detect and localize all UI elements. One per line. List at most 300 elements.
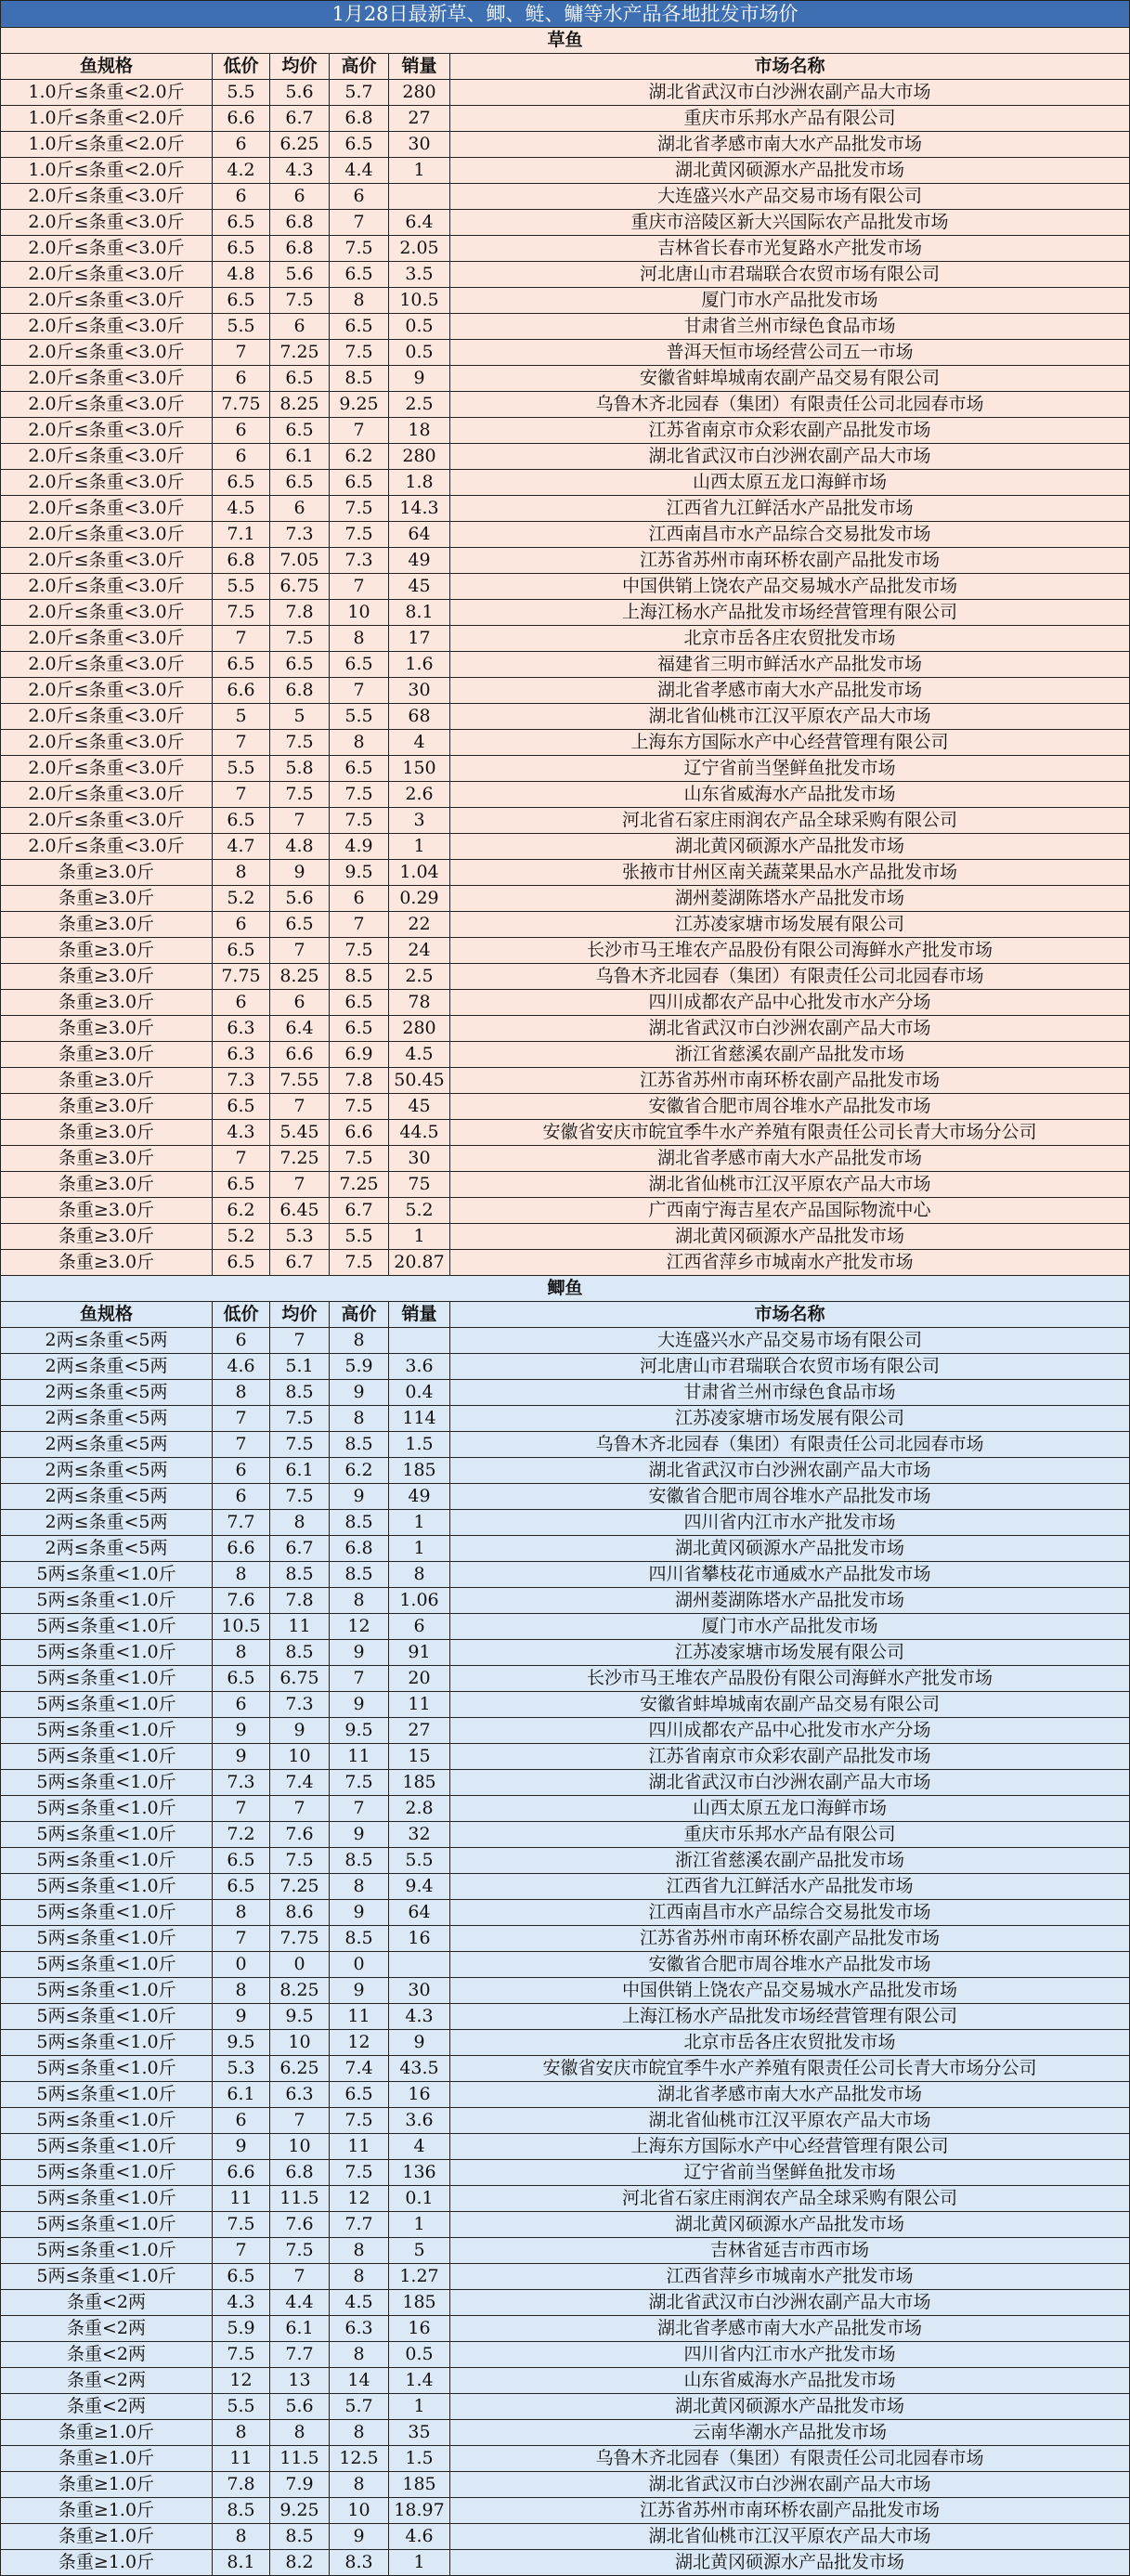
table-row bbox=[1, 1172, 1130, 1198]
low-price-cell: 5 bbox=[213, 704, 270, 730]
table-row bbox=[1, 1822, 1130, 1848]
table-row bbox=[1, 2108, 1130, 2134]
avg-price-cell: 5.6 bbox=[270, 262, 330, 288]
price-table-body bbox=[1, 1, 1130, 2576]
market-cell: 江西南昌市水产品综合交易批发市场 bbox=[450, 522, 1130, 548]
volume-cell: 3.5 bbox=[389, 262, 450, 288]
spec-cell: 条重≥3.0斤 bbox=[1, 886, 213, 912]
high-price-cell: 9.25 bbox=[330, 392, 389, 418]
low-price-cell: 8 bbox=[213, 860, 270, 886]
table-row bbox=[1, 990, 1130, 1016]
avg-price-cell: 7.25 bbox=[270, 1146, 330, 1172]
spec-cell: 2.0斤≤条重<3.0斤 bbox=[1, 340, 213, 366]
avg-price-cell: 7.25 bbox=[270, 1874, 330, 1900]
market-cell: 大连盛兴水产品交易市场有限公司 bbox=[450, 1328, 1130, 1354]
high-price-cell: 7.5 bbox=[330, 236, 389, 262]
table-row bbox=[1, 730, 1130, 756]
low-price-cell: 6 bbox=[213, 1692, 270, 1718]
avg-price-cell: 7.05 bbox=[270, 548, 330, 574]
low-price-cell: 9 bbox=[213, 2004, 270, 2030]
market-cell: 湖北黄冈硕源水产品批发市场 bbox=[450, 158, 1130, 184]
high-price-cell: 6.8 bbox=[330, 106, 389, 132]
table-row bbox=[1, 574, 1130, 600]
avg-price-cell: 6.5 bbox=[270, 366, 330, 392]
avg-price-cell: 6.6 bbox=[270, 1042, 330, 1068]
avg-price-cell: 4.8 bbox=[270, 834, 330, 860]
section-header-grass bbox=[1, 28, 1130, 54]
market-cell: 山东省威海水产品批发市场 bbox=[450, 2368, 1130, 2394]
market-cell: 浙江省慈溪农副产品批发市场 bbox=[450, 1042, 1130, 1068]
spec-cell: 5两≤条重<1.0斤 bbox=[1, 1874, 213, 1900]
spec-cell: 2.0斤≤条重<3.0斤 bbox=[1, 678, 213, 704]
volume-cell: 30 bbox=[389, 132, 450, 158]
avg-price-cell: 6 bbox=[270, 184, 330, 210]
market-cell: 湖北省孝感市南大水产品批发市场 bbox=[450, 2316, 1130, 2342]
avg-price-cell: 7 bbox=[270, 1172, 330, 1198]
table-row bbox=[1, 1640, 1130, 1666]
low-price-cell: 5.9 bbox=[213, 2316, 270, 2342]
table-row bbox=[1, 2134, 1130, 2160]
low-price-cell: 7.2 bbox=[213, 1822, 270, 1848]
market-cell: 重庆市乐邦水产品有限公司 bbox=[450, 1822, 1130, 1848]
volume-cell: 8 bbox=[389, 1562, 450, 1588]
market-cell: 湖北省仙桃市江汉平原农产品大市场 bbox=[450, 704, 1130, 730]
volume-cell: 45 bbox=[389, 1094, 450, 1120]
avg-price-cell: 5 bbox=[270, 704, 330, 730]
volume-cell: 16 bbox=[389, 2316, 450, 2342]
low-price-cell: 8 bbox=[213, 1640, 270, 1666]
table-row bbox=[1, 1796, 1130, 1822]
spec-cell: 条重≥3.0斤 bbox=[1, 1068, 213, 1094]
volume-cell: 2.5 bbox=[389, 964, 450, 990]
table-row bbox=[1, 1042, 1130, 1068]
avg-price-cell: 7.5 bbox=[270, 1406, 330, 1432]
low-price-cell: 4.2 bbox=[213, 158, 270, 184]
spec-cell: 5两≤条重<1.0斤 bbox=[1, 2004, 213, 2030]
avg-price-cell: 7.3 bbox=[270, 1692, 330, 1718]
spec-cell: 条重≥1.0斤 bbox=[1, 2524, 213, 2550]
market-cell: 湖北黄冈硕源水产品批发市场 bbox=[450, 1224, 1130, 1250]
table-row bbox=[1, 2264, 1130, 2290]
table-row bbox=[1, 1406, 1130, 1432]
column-header-volume: 销量 bbox=[389, 1302, 450, 1328]
high-price-cell: 6.9 bbox=[330, 1042, 389, 1068]
volume-cell: 35 bbox=[389, 2420, 450, 2446]
market-cell: 乌鲁木齐北园春（集团）有限责任公司北园春市场 bbox=[450, 1432, 1130, 1458]
column-header-low-price: 低价 bbox=[213, 54, 270, 80]
volume-cell: 280 bbox=[389, 1016, 450, 1042]
table-row bbox=[1, 2524, 1130, 2550]
high-price-cell: 6.3 bbox=[330, 2316, 389, 2342]
market-cell: 四川省攀枝花市通威水产品批发市场 bbox=[450, 1562, 1130, 1588]
avg-price-cell: 6.5 bbox=[270, 912, 330, 938]
high-price-cell: 8.5 bbox=[330, 1926, 389, 1952]
low-price-cell: 11 bbox=[213, 2186, 270, 2212]
low-price-cell: 5.5 bbox=[213, 574, 270, 600]
high-price-cell: 7 bbox=[330, 574, 389, 600]
high-price-cell: 7 bbox=[330, 1666, 389, 1692]
table-row bbox=[1, 652, 1130, 678]
avg-price-cell: 5.6 bbox=[270, 2394, 330, 2420]
avg-price-cell: 8.5 bbox=[270, 1562, 330, 1588]
market-cell: 安徽省安庆市皖宜季牛水产养殖有限责任公司长青大市场分公司 bbox=[450, 2056, 1130, 2082]
avg-price-cell: 6.25 bbox=[270, 2056, 330, 2082]
avg-price-cell: 9 bbox=[270, 860, 330, 886]
market-cell: 河北唐山市君瑞联合农贸市场有限公司 bbox=[450, 262, 1130, 288]
spec-cell: 2.0斤≤条重<3.0斤 bbox=[1, 756, 213, 782]
spec-cell: 2.0斤≤条重<3.0斤 bbox=[1, 418, 213, 444]
spec-cell: 5两≤条重<1.0斤 bbox=[1, 1926, 213, 1952]
high-price-cell: 7.5 bbox=[330, 808, 389, 834]
volume-cell: 1.8 bbox=[389, 470, 450, 496]
table-row bbox=[1, 1978, 1130, 2004]
volume-cell: 27 bbox=[389, 1718, 450, 1744]
market-cell: 湖北省武汉市白沙洲农副产品大市场 bbox=[450, 444, 1130, 470]
table-row bbox=[1, 2082, 1130, 2108]
high-price-cell: 7.5 bbox=[330, 340, 389, 366]
market-cell: 上海东方国际水产中心经营管理有限公司 bbox=[450, 730, 1130, 756]
low-price-cell: 7.1 bbox=[213, 522, 270, 548]
volume-cell: 1.06 bbox=[389, 1588, 450, 1614]
high-price-cell: 0 bbox=[330, 1952, 389, 1978]
avg-price-cell: 6 bbox=[270, 496, 330, 522]
table-row bbox=[1, 418, 1130, 444]
high-price-cell: 6.5 bbox=[330, 470, 389, 496]
avg-price-cell: 11.5 bbox=[270, 2446, 330, 2472]
spec-cell: 条重≥3.0斤 bbox=[1, 1172, 213, 1198]
low-price-cell: 6 bbox=[213, 1484, 270, 1510]
avg-price-cell: 7 bbox=[270, 2108, 330, 2134]
market-cell: 湖北省仙桃市江汉平原农产品大市场 bbox=[450, 1172, 1130, 1198]
spec-cell: 2.0斤≤条重<3.0斤 bbox=[1, 470, 213, 496]
low-price-cell: 6.5 bbox=[213, 288, 270, 314]
volume-cell: 0.4 bbox=[389, 1380, 450, 1406]
volume-cell: 9.4 bbox=[389, 1874, 450, 1900]
table-row bbox=[1, 496, 1130, 522]
spec-cell: 2两≤条重<5两 bbox=[1, 1406, 213, 1432]
avg-price-cell: 13 bbox=[270, 2368, 330, 2394]
section-title: 草鱼 bbox=[1, 28, 1130, 54]
high-price-cell: 7.5 bbox=[330, 938, 389, 964]
low-price-cell: 6.5 bbox=[213, 652, 270, 678]
spec-cell: 条重<2两 bbox=[1, 2394, 213, 2420]
table-row bbox=[1, 288, 1130, 314]
market-cell: 江苏省苏州市南环桥农副产品批发市场 bbox=[450, 2498, 1130, 2524]
market-cell: 江苏凌家塘市场发展有限公司 bbox=[450, 1640, 1130, 1666]
market-cell: 江苏凌家塘市场发展有限公司 bbox=[450, 912, 1130, 938]
title-row bbox=[1, 1, 1130, 28]
avg-price-cell: 7.8 bbox=[270, 600, 330, 626]
volume-cell: 5.5 bbox=[389, 1848, 450, 1874]
low-price-cell: 7 bbox=[213, 1796, 270, 1822]
high-price-cell: 11 bbox=[330, 2134, 389, 2160]
avg-price-cell: 7.5 bbox=[270, 1484, 330, 1510]
low-price-cell: 7.7 bbox=[213, 1510, 270, 1536]
market-cell: 湖北省武汉市白沙洲农副产品大市场 bbox=[450, 80, 1130, 106]
market-cell: 辽宁省前当堡鲜鱼批发市场 bbox=[450, 2160, 1130, 2186]
volume-cell: 15 bbox=[389, 1744, 450, 1770]
low-price-cell: 4.7 bbox=[213, 834, 270, 860]
market-cell: 安徽省安庆市皖宜季牛水产养殖有限责任公司长青大市场分公司 bbox=[450, 1120, 1130, 1146]
low-price-cell: 7.75 bbox=[213, 392, 270, 418]
high-price-cell: 9 bbox=[330, 1692, 389, 1718]
market-cell: 湖北省仙桃市江汉平原农产品大市场 bbox=[450, 2108, 1130, 2134]
section-header-crucian bbox=[1, 1276, 1130, 1302]
volume-cell: 1.4 bbox=[389, 2368, 450, 2394]
high-price-cell: 8 bbox=[330, 626, 389, 652]
low-price-cell: 6.3 bbox=[213, 1042, 270, 1068]
column-header-high-price: 高价 bbox=[330, 54, 389, 80]
volume-cell: 44.5 bbox=[389, 1120, 450, 1146]
volume-cell: 185 bbox=[389, 1458, 450, 1484]
avg-price-cell: 5.45 bbox=[270, 1120, 330, 1146]
volume-cell: 5.2 bbox=[389, 1198, 450, 1224]
volume-cell: 4.3 bbox=[389, 2004, 450, 2030]
volume-cell: 18.97 bbox=[389, 2498, 450, 2524]
spec-cell: 2两≤条重<5两 bbox=[1, 1380, 213, 1406]
volume-cell: 1.5 bbox=[389, 1432, 450, 1458]
market-cell: 湖北黄冈硕源水产品批发市场 bbox=[450, 1536, 1130, 1562]
table-row bbox=[1, 236, 1130, 262]
high-price-cell: 4.4 bbox=[330, 158, 389, 184]
market-cell: 湖北省武汉市白沙洲农副产品大市场 bbox=[450, 1458, 1130, 1484]
volume-cell: 30 bbox=[389, 1978, 450, 2004]
table-row bbox=[1, 1536, 1130, 1562]
spec-cell: 2.0斤≤条重<3.0斤 bbox=[1, 574, 213, 600]
low-price-cell: 5.5 bbox=[213, 314, 270, 340]
volume-cell: 1 bbox=[389, 1510, 450, 1536]
spec-cell: 5两≤条重<1.0斤 bbox=[1, 2082, 213, 2108]
avg-price-cell: 8.2 bbox=[270, 2550, 330, 2576]
volume-cell: 185 bbox=[389, 1770, 450, 1796]
spec-cell: 条重≥1.0斤 bbox=[1, 2446, 213, 2472]
avg-price-cell: 7.8 bbox=[270, 1588, 330, 1614]
market-cell: 安徽省合肥市周谷堆水产品批发市场 bbox=[450, 1094, 1130, 1120]
table-row bbox=[1, 1562, 1130, 1588]
market-cell: 重庆市乐邦水产品有限公司 bbox=[450, 106, 1130, 132]
market-cell: 乌鲁木齐北园春（集团）有限责任公司北园春市场 bbox=[450, 2446, 1130, 2472]
avg-price-cell: 7 bbox=[270, 2264, 330, 2290]
high-price-cell: 7.25 bbox=[330, 1172, 389, 1198]
table-row bbox=[1, 1926, 1130, 1952]
volume-cell: 0.5 bbox=[389, 314, 450, 340]
volume-cell: 16 bbox=[389, 2082, 450, 2108]
volume-cell: 1 bbox=[389, 1224, 450, 1250]
market-cell: 山西太原五龙口海鲜市场 bbox=[450, 470, 1130, 496]
table-row bbox=[1, 1328, 1130, 1354]
high-price-cell: 12 bbox=[330, 2030, 389, 2056]
avg-price-cell: 5.6 bbox=[270, 80, 330, 106]
low-price-cell: 8.5 bbox=[213, 2498, 270, 2524]
volume-cell: 30 bbox=[389, 678, 450, 704]
high-price-cell: 6.2 bbox=[330, 444, 389, 470]
avg-price-cell: 5.8 bbox=[270, 756, 330, 782]
market-cell: 湖北省孝感市南大水产品批发市场 bbox=[450, 1146, 1130, 1172]
low-price-cell: 7.3 bbox=[213, 1770, 270, 1796]
avg-price-cell: 6.3 bbox=[270, 2082, 330, 2108]
volume-cell: 1 bbox=[389, 2394, 450, 2420]
spec-cell: 1.0斤≤条重<2.0斤 bbox=[1, 158, 213, 184]
volume-cell: 1 bbox=[389, 2212, 450, 2238]
low-price-cell: 5.5 bbox=[213, 756, 270, 782]
avg-price-cell: 6.5 bbox=[270, 652, 330, 678]
spec-cell: 2两≤条重<5两 bbox=[1, 1328, 213, 1354]
spec-cell: 条重≥3.0斤 bbox=[1, 1042, 213, 1068]
volume-cell: 3.6 bbox=[389, 1354, 450, 1380]
avg-price-cell: 5.6 bbox=[270, 886, 330, 912]
table-row bbox=[1, 1874, 1130, 1900]
market-cell: 吉林省延吉市西市场 bbox=[450, 2238, 1130, 2264]
market-cell: 江苏凌家塘市场发展有限公司 bbox=[450, 1406, 1130, 1432]
low-price-cell: 9 bbox=[213, 2134, 270, 2160]
low-price-cell: 6 bbox=[213, 418, 270, 444]
spec-cell: 2.0斤≤条重<3.0斤 bbox=[1, 314, 213, 340]
spec-cell: 5两≤条重<1.0斤 bbox=[1, 1718, 213, 1744]
volume-cell: 0.5 bbox=[389, 340, 450, 366]
market-cell: 安徽省蚌埠城南农副产品交易有限公司 bbox=[450, 366, 1130, 392]
volume-cell: 6 bbox=[389, 1614, 450, 1640]
low-price-cell: 6.8 bbox=[213, 548, 270, 574]
avg-price-cell: 7 bbox=[270, 1796, 330, 1822]
market-cell: 安徽省蚌埠城南农副产品交易有限公司 bbox=[450, 1692, 1130, 1718]
spec-cell: 2.0斤≤条重<3.0斤 bbox=[1, 210, 213, 236]
high-price-cell: 8 bbox=[330, 2342, 389, 2368]
low-price-cell: 6.6 bbox=[213, 2160, 270, 2186]
volume-cell: 1.5 bbox=[389, 2446, 450, 2472]
column-header-row bbox=[1, 1302, 1130, 1328]
volume-cell: 32 bbox=[389, 1822, 450, 1848]
table-row bbox=[1, 626, 1130, 652]
market-cell: 甘肃省兰州市绿色食品市场 bbox=[450, 1380, 1130, 1406]
avg-price-cell: 7 bbox=[270, 938, 330, 964]
low-price-cell: 9 bbox=[213, 1744, 270, 1770]
table-row bbox=[1, 2394, 1130, 2420]
avg-price-cell: 6 bbox=[270, 314, 330, 340]
avg-price-cell: 7.4 bbox=[270, 1770, 330, 1796]
table-row bbox=[1, 106, 1130, 132]
market-cell: 河北省石家庄雨润农产品全球采购有限公司 bbox=[450, 2186, 1130, 2212]
table-row bbox=[1, 1250, 1130, 1276]
market-cell: 江西省萍乡市城南水产批发市场 bbox=[450, 1250, 1130, 1276]
avg-price-cell: 10 bbox=[270, 1744, 330, 1770]
volume-cell: 22 bbox=[389, 912, 450, 938]
spec-cell: 2.0斤≤条重<3.0斤 bbox=[1, 392, 213, 418]
table-row bbox=[1, 1900, 1130, 1926]
market-cell: 厦门市水产品批发市场 bbox=[450, 1614, 1130, 1640]
spec-cell: 5两≤条重<1.0斤 bbox=[1, 1822, 213, 1848]
high-price-cell: 12.5 bbox=[330, 2446, 389, 2472]
table-row bbox=[1, 1744, 1130, 1770]
avg-price-cell: 7.9 bbox=[270, 2472, 330, 2498]
low-price-cell: 6.5 bbox=[213, 210, 270, 236]
avg-price-cell: 7.25 bbox=[270, 340, 330, 366]
volume-cell: 0.29 bbox=[389, 886, 450, 912]
avg-price-cell: 6.8 bbox=[270, 210, 330, 236]
high-price-cell: 7.5 bbox=[330, 1146, 389, 1172]
low-price-cell: 5.2 bbox=[213, 1224, 270, 1250]
volume-cell: 91 bbox=[389, 1640, 450, 1666]
spec-cell: 2.0斤≤条重<3.0斤 bbox=[1, 522, 213, 548]
avg-price-cell: 6.75 bbox=[270, 1666, 330, 1692]
table-row bbox=[1, 2550, 1130, 2576]
volume-cell: 10.5 bbox=[389, 288, 450, 314]
column-header-row bbox=[1, 54, 1130, 80]
market-cell: 云南华潮水产品批发市场 bbox=[450, 2420, 1130, 2446]
low-price-cell: 4.5 bbox=[213, 496, 270, 522]
spec-cell: 2.0斤≤条重<3.0斤 bbox=[1, 600, 213, 626]
high-price-cell: 7.5 bbox=[330, 1094, 389, 1120]
table-row bbox=[1, 1016, 1130, 1042]
volume-cell: 0.1 bbox=[389, 2186, 450, 2212]
spec-cell: 2.0斤≤条重<3.0斤 bbox=[1, 834, 213, 860]
low-price-cell: 6.5 bbox=[213, 938, 270, 964]
market-cell: 江苏省苏州市南环桥农副产品批发市场 bbox=[450, 1068, 1130, 1094]
high-price-cell: 8 bbox=[330, 1874, 389, 1900]
high-price-cell: 9 bbox=[330, 1380, 389, 1406]
avg-price-cell: 6.75 bbox=[270, 574, 330, 600]
spec-cell: 5两≤条重<1.0斤 bbox=[1, 1614, 213, 1640]
high-price-cell: 8 bbox=[330, 288, 389, 314]
high-price-cell: 8 bbox=[330, 2264, 389, 2290]
table-row bbox=[1, 1952, 1130, 1978]
table-row bbox=[1, 1354, 1130, 1380]
low-price-cell: 4.3 bbox=[213, 1120, 270, 1146]
volume-cell: 49 bbox=[389, 548, 450, 574]
volume-cell: 3 bbox=[389, 808, 450, 834]
low-price-cell: 9 bbox=[213, 1718, 270, 1744]
low-price-cell: 12 bbox=[213, 2368, 270, 2394]
high-price-cell: 8.5 bbox=[330, 1562, 389, 1588]
table-row bbox=[1, 2238, 1130, 2264]
high-price-cell: 6 bbox=[330, 886, 389, 912]
table-row bbox=[1, 444, 1130, 470]
table-row bbox=[1, 2004, 1130, 2030]
market-cell: 湖北省孝感市南大水产品批发市场 bbox=[450, 132, 1130, 158]
spec-cell: 2两≤条重<5两 bbox=[1, 1458, 213, 1484]
low-price-cell: 7 bbox=[213, 340, 270, 366]
high-price-cell: 7.5 bbox=[330, 782, 389, 808]
spec-cell: 条重≥1.0斤 bbox=[1, 2420, 213, 2446]
table-row bbox=[1, 1692, 1130, 1718]
low-price-cell: 8 bbox=[213, 2420, 270, 2446]
spec-cell: 条重≥1.0斤 bbox=[1, 2550, 213, 2576]
volume-cell: 1.6 bbox=[389, 652, 450, 678]
spec-cell: 5两≤条重<1.0斤 bbox=[1, 1588, 213, 1614]
market-cell: 浙江省慈溪农副产品批发市场 bbox=[450, 1848, 1130, 1874]
table-row bbox=[1, 834, 1130, 860]
high-price-cell: 9 bbox=[330, 1822, 389, 1848]
spec-cell: 5两≤条重<1.0斤 bbox=[1, 1692, 213, 1718]
low-price-cell: 10.5 bbox=[213, 1614, 270, 1640]
avg-price-cell: 7 bbox=[270, 1094, 330, 1120]
table-row bbox=[1, 2472, 1130, 2498]
spec-cell: 2两≤条重<5两 bbox=[1, 1510, 213, 1536]
low-price-cell: 6.5 bbox=[213, 1874, 270, 1900]
market-cell: 湖北黄冈硕源水产品批发市场 bbox=[450, 2394, 1130, 2420]
table-row bbox=[1, 2368, 1130, 2394]
low-price-cell: 7 bbox=[213, 1926, 270, 1952]
low-price-cell: 7.5 bbox=[213, 2342, 270, 2368]
spec-cell: 5两≤条重<1.0斤 bbox=[1, 2212, 213, 2238]
market-cell: 江苏省南京市众彩农副产品批发市场 bbox=[450, 1744, 1130, 1770]
table-row bbox=[1, 1198, 1130, 1224]
spec-cell: 5两≤条重<1.0斤 bbox=[1, 2238, 213, 2264]
avg-price-cell: 7.6 bbox=[270, 2212, 330, 2238]
table-row bbox=[1, 2160, 1130, 2186]
high-price-cell: 8 bbox=[330, 1328, 389, 1354]
spec-cell: 5两≤条重<1.0斤 bbox=[1, 1640, 213, 1666]
market-cell: 湖北省武汉市白沙洲农副产品大市场 bbox=[450, 2290, 1130, 2316]
